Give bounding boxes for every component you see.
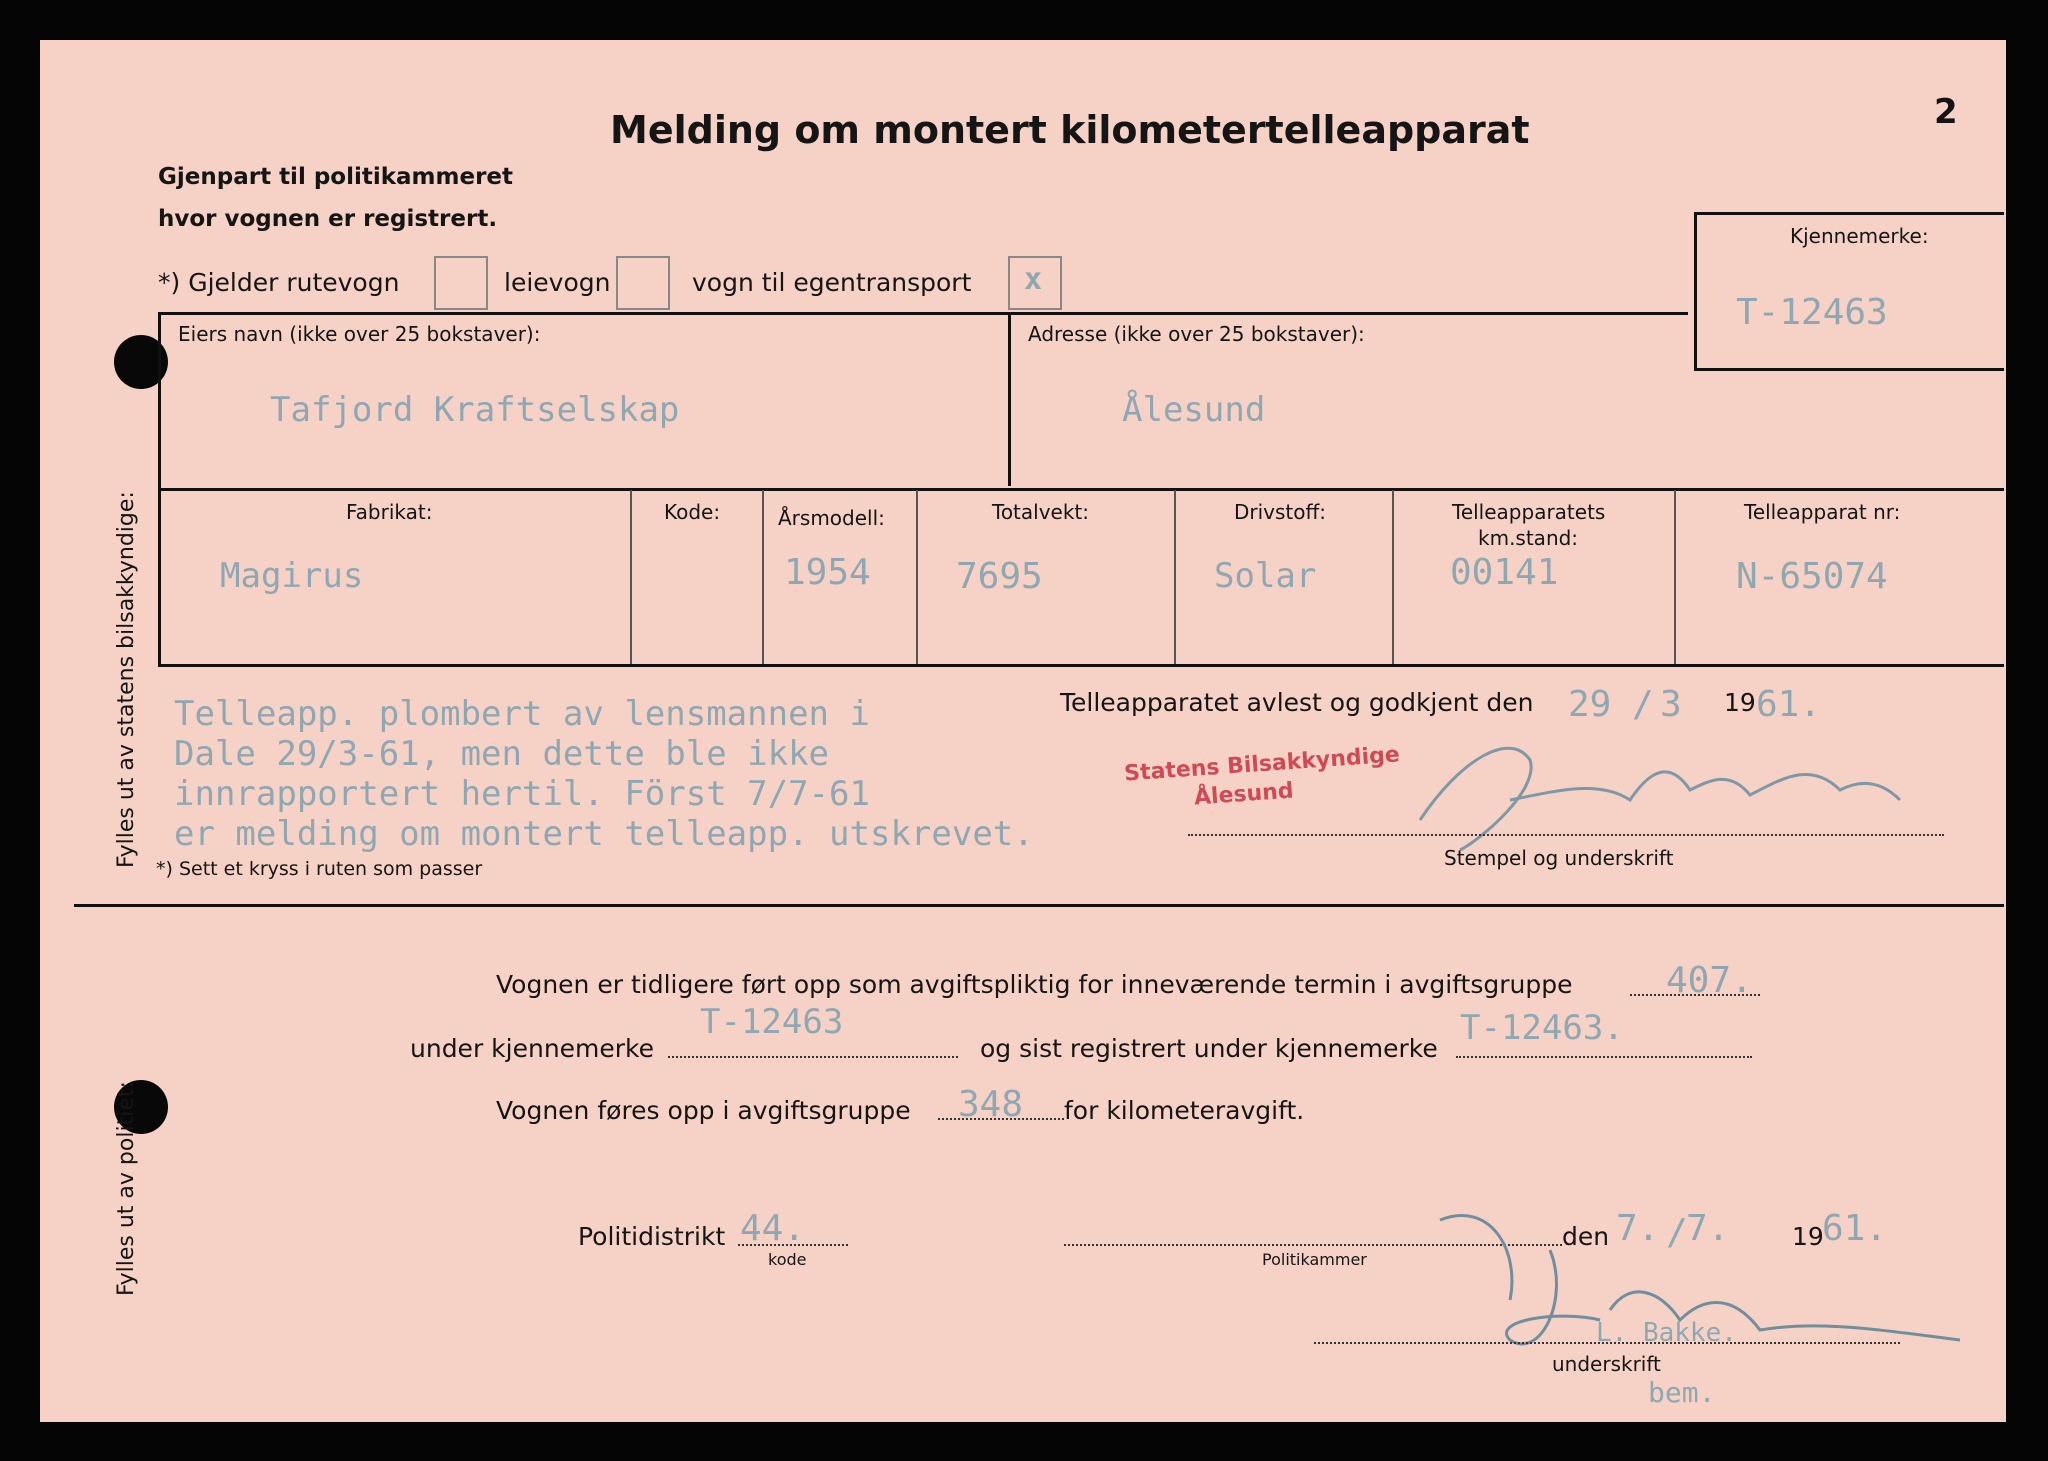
line2-dots1 [668, 1056, 958, 1058]
approved-month: 3 [1660, 684, 1682, 725]
h-km-line2: km.stand: [1478, 526, 1579, 550]
h-totalvekt: Totalvekt: [992, 500, 1090, 524]
date-month: 7. [1686, 1208, 1730, 1249]
owner-box-top [158, 312, 1688, 315]
police-line2-value2: T-12463. [1460, 1008, 1624, 1048]
approved-label: Telleapparatet avlest og godkjent den [1060, 688, 1534, 717]
stamp-signature-line [1188, 834, 1944, 836]
signature-label: underskrift [1552, 1352, 1661, 1376]
copy-note-line2: hvor vognen er registrert. [158, 206, 498, 232]
h-telleapparat-nr: Telleapparat nr: [1744, 500, 1901, 524]
section-divider [74, 904, 2004, 907]
copy-note-line1: Gjenpart til politikammeret [158, 164, 514, 190]
vcol-4 [1174, 490, 1176, 664]
checkbox-rutevogn[interactable] [434, 256, 488, 310]
v-totalvekt: 7695 [956, 556, 1043, 597]
owner-name-value: Tafjord Kraftselskap [270, 390, 680, 430]
h-drivstoff: Drivstoff: [1234, 500, 1327, 524]
vehicle-table-bottom [158, 664, 2004, 667]
district-value: 44. [740, 1208, 806, 1249]
police-signature [1400, 1190, 1960, 1390]
reg-value: T-12463 [1736, 292, 1888, 333]
police-line1-text: Vognen er tidligere ført opp som avgiftspliktig for inneværende termin i avgiftsgruppe [496, 970, 1573, 999]
h-fabrikat: Fabrikat: [346, 500, 433, 524]
leievogn-label: leievogn [504, 268, 611, 297]
police-line1-value: 407. [1666, 960, 1753, 1001]
h-arsmodell: Årsmodell: [778, 506, 885, 530]
owner-divider [1008, 312, 1011, 486]
vcol-2 [762, 490, 764, 664]
reg-box-left [1694, 212, 1697, 370]
stamp-line1: Statens Bilsakkyndige [1123, 742, 1401, 787]
reg-box-top [1694, 212, 2004, 215]
v-arsmodell: 1954 [784, 552, 871, 593]
v-telleapparat-nr: N-65074 [1736, 556, 1888, 597]
v-km: 00141 [1450, 552, 1559, 593]
v-drivstoff: Solar [1214, 556, 1317, 596]
kode-label: kode [768, 1250, 807, 1269]
vehicle-table-top [158, 488, 2004, 491]
note-line2: Dale 29/3-61, men dette ble ikke [174, 734, 830, 774]
approved-day: 29 [1568, 684, 1612, 725]
owner-name-label: Eiers navn (ikke over 25 bokstaver): [178, 322, 541, 346]
police-line3-prefix: Vognen føres opp i avgiftsgruppe [496, 1096, 911, 1125]
note-line4: er melding om montert telleapp. utskrevet. [174, 814, 1034, 854]
date-year-prefix: 19 [1792, 1222, 1824, 1251]
police-line2-prefix: under kjennemerke [410, 1034, 655, 1063]
reg-label: Kjennemerke: [1790, 224, 1929, 248]
line2-dots2 [1456, 1056, 1752, 1058]
approved-slash1: / [1632, 684, 1654, 725]
egentransport-mark: x [1024, 262, 1043, 297]
police-line3-suffix: for kilometeravgift. [1064, 1096, 1305, 1125]
politikammer-label: Politikammer [1262, 1250, 1367, 1269]
date-year: 61. [1822, 1208, 1888, 1249]
reg-box-bottom [1694, 368, 2004, 371]
vcol-5 [1392, 490, 1394, 664]
footnote: *) Sett et kryss i ruten som passer [156, 858, 483, 880]
police-side-label: Fylles ut av politiet: [114, 1081, 139, 1296]
vcol-6 [1674, 490, 1676, 664]
owner-address-label: Adresse (ikke over 25 bokstaver): [1028, 322, 1365, 346]
note-line3: innrapportert hertil. Först 7/7-61 [174, 774, 870, 814]
police-line3-value: 348 [958, 1084, 1024, 1125]
inspector-signature [1400, 720, 1920, 860]
police-line2-mid: og sist registrert under kjennemerke [980, 1034, 1438, 1063]
police-line2-value1: T-12463 [700, 1002, 844, 1042]
h-km-line1: Telleapparatets [1452, 500, 1606, 524]
h-kode: Kode: [664, 500, 721, 524]
egentransport-label: vogn til egentransport [692, 268, 972, 297]
stamp-label: Stempel og underskrift [1444, 846, 1674, 870]
date-day: 7. [1616, 1208, 1660, 1249]
owner-address-value: Ålesund [1122, 390, 1266, 430]
typed-title: bem. [1648, 1376, 1716, 1409]
form-number: 2 [1934, 92, 1958, 132]
checkbox-leievogn[interactable] [616, 256, 670, 310]
v-fabrikat: Magirus [220, 556, 364, 596]
vcol-1 [630, 490, 632, 664]
typed-name: L. Bakke. [1596, 1318, 1737, 1348]
date-slash: / [1666, 1212, 1688, 1253]
district-label: Politidistrikt [578, 1222, 726, 1251]
approved-year: 61. [1756, 684, 1822, 725]
form-title: Melding om montert kilometertelleapparat [610, 108, 1530, 152]
den-label: den [1562, 1222, 1610, 1251]
vcol-3 [916, 490, 918, 664]
approved-year-prefix: 19 [1724, 688, 1756, 717]
applies-label: *) Gjelder rutevogn [158, 268, 400, 297]
stamp-line2: Ålesund [1193, 778, 1295, 811]
inspector-side-label: Fylles ut av statens bilsakkyndige: [114, 491, 139, 868]
note-line1: Telleapp. plombert av lensmannen i [174, 694, 870, 734]
